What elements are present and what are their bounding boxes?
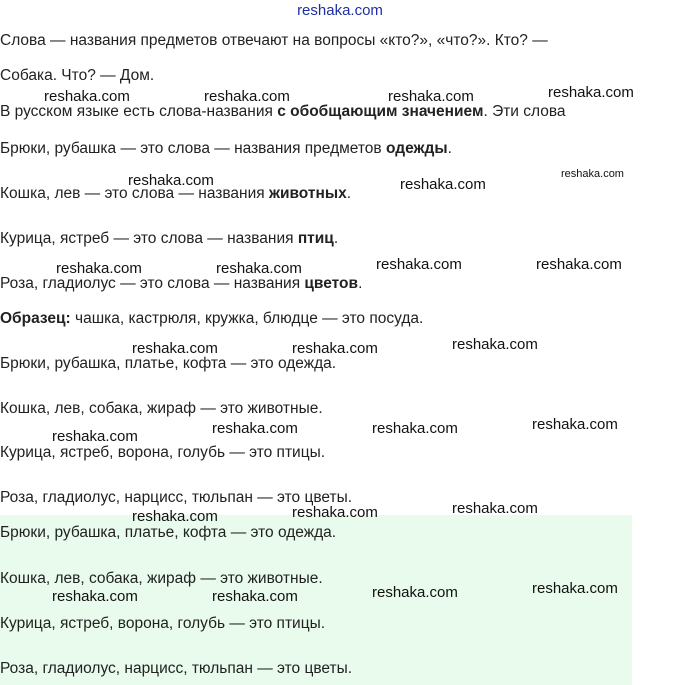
watermark-text: reshaka.com: [452, 336, 538, 353]
example-line: [0, 309, 423, 329]
watermark-text: reshaka.com: [532, 580, 618, 597]
theory-line-5-text: Кошка, лев — это слова — названия: [0, 185, 269, 202]
theory-line-2: Собака. Что? — Дом.: [0, 67, 155, 84]
watermark-text: reshaka.com: [132, 340, 218, 357]
theory-line-4-bold: одежды: [385, 140, 448, 157]
watermark-text: reshaka.com: [212, 420, 298, 437]
watermark-text: reshaka.com: [44, 88, 130, 105]
watermark-text: reshaka.com: [536, 256, 622, 273]
watermark-text: reshaka.com: [561, 168, 624, 180]
theory-line-7: [0, 274, 362, 294]
watermark-text: reshaka.com: [452, 500, 538, 517]
watermark-text: reshaka.com: [128, 172, 214, 189]
watermark-text: reshaka.com: [372, 584, 458, 601]
watermark-text: reshaka.com: [372, 420, 458, 437]
theory-line-5-bold: животных: [268, 185, 347, 202]
watermark-text: reshaka.com: [400, 176, 486, 193]
highlighted-answer-line-1: Брюки, рубашка, платье, кофта — это одежда.: [0, 524, 337, 541]
theory-line-6-tail: .: [333, 230, 339, 247]
watermark-text: reshaka.com: [56, 260, 142, 277]
theory-line-5-tail: .: [346, 185, 352, 202]
example-label: Образец:: [0, 310, 71, 327]
highlighted-answer-line-4: Роза, гладиолус, нарцисс, тюльпан — это цветы.: [0, 660, 353, 677]
highlighted-answer-line-2: Кошка, лев, собака, жираф — это животные.: [0, 570, 323, 587]
theory-line-6-bold: птиц: [297, 230, 334, 247]
watermark-text: reshaka.com: [52, 588, 138, 605]
theory-line-6: [0, 229, 338, 249]
theory-line-4-tail: .: [447, 140, 452, 157]
theory-line-3-bold: с обобщающим значением: [277, 103, 484, 120]
theory-line-1: Слова — названия предметов отвечают на вопросы «кто?», «что?». Кто? —: [0, 32, 548, 49]
theory-line-3-tail: . Эти слова: [483, 103, 566, 120]
theory-line-7-text: Роза, гладиолус — это слова — названия: [0, 275, 305, 292]
theory-line-3-text: В русском языке есть слова-названия: [0, 103, 278, 120]
answer-line-3: Курица, ястреб, ворона, голубь — это птицы.: [0, 444, 326, 461]
watermark-text: reshaka.com: [548, 84, 634, 101]
answer-line-2: Кошка, лев, собака, жираф — это животные.: [0, 400, 323, 417]
watermark-text: reshaka.com: [292, 340, 378, 357]
site-title-link[interactable]: reshaka.com: [297, 2, 383, 19]
theory-line-4: [0, 139, 452, 159]
example-text: чашка, кастрюля, кружка, блюдце — это посуда.: [70, 310, 424, 327]
watermark-text: reshaka.com: [376, 256, 462, 273]
answer-line-1: Брюки, рубашка, платье, кофта — это одежда.: [0, 355, 337, 372]
theory-line-6-text: Курица, ястреб — это слова — названия: [0, 230, 298, 247]
theory-line-4-text: Брюки, рубашка — это слова — названия предметов: [0, 140, 386, 157]
answer-line-4: Роза, гладиолус, нарцисс, тюльпан — это цветы.: [0, 489, 353, 506]
watermark-text: reshaka.com: [388, 88, 474, 105]
watermark-text: reshaka.com: [132, 508, 218, 525]
watermark-text: reshaka.com: [216, 260, 302, 277]
theory-line-7-tail: .: [358, 275, 363, 292]
watermark-text: reshaka.com: [204, 88, 290, 105]
theory-line-7-bold: цветов: [304, 275, 359, 292]
highlighted-answer-line-3: Курица, ястреб, ворона, голубь — это птицы.: [0, 615, 326, 632]
watermark-text: reshaka.com: [532, 416, 618, 433]
watermark-text: reshaka.com: [52, 428, 138, 445]
watermark-text: reshaka.com: [292, 504, 378, 521]
watermark-text: reshaka.com: [212, 588, 298, 605]
